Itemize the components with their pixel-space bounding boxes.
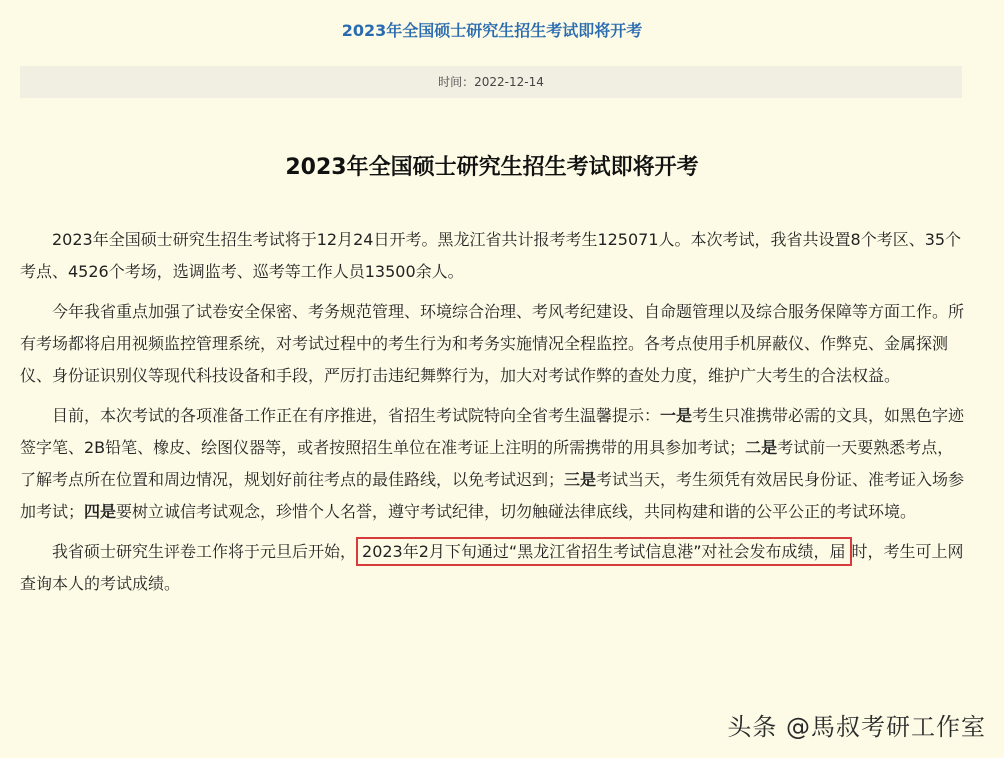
p3-intro: 目前，本次考试的各项准备工作正在有序推进，省招生考试院特向全省考生温馨提示： [52,406,661,425]
paragraph-4 [20,536,968,600]
p4-post: 时，考生可上网查询本人的考试成绩。 [20,542,964,593]
watermark: 头条 @馬叔考研工作室 [727,713,986,741]
point-3-key: 三是 [564,470,597,489]
point-1-key: 一是 [660,406,693,425]
point-4-text: 要树立诚信考试观念，珍惜个人名誉，遵守考试纪律，切勿触碰法律底线，共同构建和谐的公平公正的考试环境。 [116,502,917,521]
point-2-text: 考试前一天要熟悉考点，了解考点所在位置和周边情况，规划好前往考点的最佳路线，以免考试迟到； [20,438,954,489]
paragraph-3 [20,400,968,528]
publish-time-bar [20,66,962,98]
paragraph-1: 2023年全国硕士研究生招生考试将于12月24日开考。黑龙江省共计报考考生125071人。本次考试，我省共设置8个考区、35个考点、4526个考场，选调监考、巡考等工作人员13500余人。 [20,230,962,281]
point-2-key: 二是 [745,438,778,457]
article-body [20,224,968,608]
time-label: 时间： [438,75,475,89]
highlighted-score-release: 2023年2月下旬通过“黑龙江省招生考试信息港”对社会发布成绩，届 [356,537,851,566]
time-value: 2022-12-14 [474,75,544,89]
article-title: 2023年全国硕士研究生招生考试即将开考 [285,155,699,180]
point-4-key: 四是 [84,502,117,521]
p4-pre: 我省硕士研究生评卷工作将于元旦后开始， [52,542,357,561]
point-3-text: 考试当天，考生须凭有效居民身份证、准考证入场参加考试； [20,470,965,521]
point-1-text: 考生只准携带必需的文具，如黑色字迹签字笔、2B铅笔、橡皮、绘图仪器等，或者按照招生单位在准考证上注明的所需携带的用具参加考试； [20,406,965,457]
paragraph-2: 今年我省重点加强了试卷安全保密、考务规范管理、环境综合治理、考风考纪建设、自命题管理以及综合服务保障等方面工作。所有考场都将启用视频监控管理系统，对考试过程中的考生行为和考务实施情况全程监控。各考点使用手机屏蔽仪、作弊克、金属探测仪、身份证识别仪等现代科技设备和手段，严厉打击违纪舞弊行为，加大对考试作弊的查处力度，维护广大考生的合法权益。 [20,302,965,385]
header-title[interactable]: 2023年全国硕士研究生招生考试即将开考 [341,21,643,40]
